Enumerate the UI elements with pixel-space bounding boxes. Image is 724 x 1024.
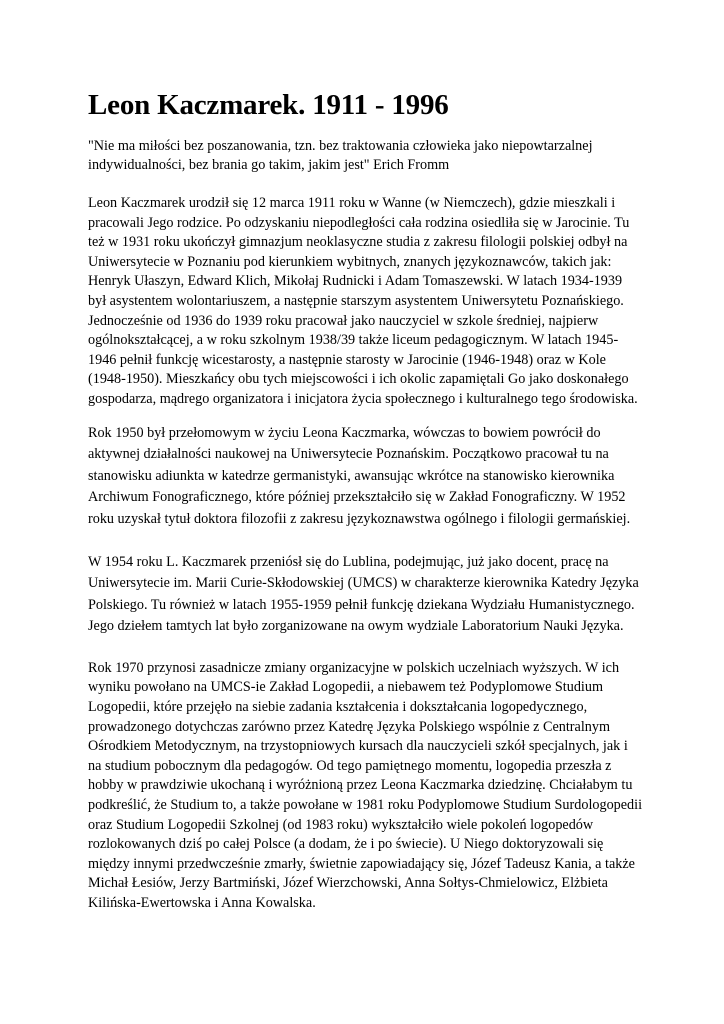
document-title: Leon Kaczmarek. 1911 - 1996 xyxy=(88,89,449,121)
paragraph-biography-early: Leon Kaczmarek urodził się 12 marca 1911 roku w Wanne (w Niemczech), gdzie mieszkali i pracowali Jego rodzice. Po odzyskaniu niepodległości cała rodzina osiedliła się w Jarocinie. Tu też w 1931 roku ukończył gimnazjum neoklasyczne studia z zakresu filologii polskiej odbył na Uniwersytecie w Poznaniu pod kierunkiem wybitnych, znanych językoznawców, takich jak: Henryk Ułaszyn, Edward Klich, Mikołaj Rudnicki i Adam Tomaszewski. W latach 1934-1939 był asystentem wolontariuszem, a następnie starszym asystentem Uniwersytetu Poznańskiego. Jednocześnie od 1936 do 1939 roku pracował jako nauczyciel w szkole średniej, najpierw ogólnokształcącej, a w roku szkolnym 1938/39 także liceum pedagogicznym. W latach 1945-1946 pełnił funkcję wicestarosty, a następnie starosty w Jarocinie (1946-1948) oraz w Kole (1948-1950). Mieszkańcy obu tych miejscowości i ich okolic zapamiętali Go jako doskonałego gospodarza, mądrego organizatora i inicjatora życia społecznego i kulturalnego tego środowiska. xyxy=(88,195,638,407)
paragraph-lublin-1954: W 1954 roku L. Kaczmarek przeniósł się do Lublina, podejmując, już jako docent, pracę na Uniwersytecie im. Marii Curie-Skłodowskiej (UMCS) w charakterze kierownika Katedry Języka Polskiego. Tu również w latach 1955-1959 pełnił funkcję dziekana Wydziału Humanistycznego. Jego dziełem tamtych lat było zorganizowane na owym wydziale Laboratorium Nauki Języka. xyxy=(88,553,639,635)
paragraph-logopedics-1970: Rok 1970 przynosi zasadnicze zmiany organizacyjne w polskich uczelniach wyższych. W ich wyniku powołano na UMCS-ie Zakład Logopedii, a niebawem też Podyplomowe Studium Logopedii, które przejęło na siebie zadania kształcenia i dokształcania logopedycznego, prowadzonego dotychczas zarówno przez Katedrę Języka Polskiego wspólnie z Centralnym Ośrodkiem Metodycznym, na trzystopniowych kursach dla nauczycieli szkół specjalnych, jak i na studium pobocznym dla pedagogów. Od tego pamiętnego momentu, logopedia przeszła z hobby w prawdziwie ukochaną i wyróżnioną przez Leona Kaczmarka dziedzinę. Chciałabym tu podkreślić, że Studium to, a także powołane w 1981 roku Podyplomowe Studium Surdologopedii oraz Studium Logopedii Szkolnej (od 1983 roku) wykształciło wiele pokoleń logopedów rozlokowanych dziś po całej Polsce (a dodam, że i po świecie). U Niego doktoryzowali się między innymi przedwcześnie zmarły, świetnie zapowiadający się, Józef Tadeusz Kania, a także Michał Łesiów, Jerzy Bartmiński, Józef Wierzchowski, Anna Sołtys-Chmielowicz, Elżbieta Kilińska-Ewertowska i Anna Kowalska. xyxy=(88,659,643,911)
paragraph-poznan-1950: Rok 1950 był przełomowym w życiu Leona Kaczmarka, wówczas to bowiem powrócił do aktywnej działalności naukowej na Uniwersytecie Poznańskim. Początkowo pracował tu na stanowisku adiunkta w katedrze germanistyki, awansując wkrótce na stanowisko kierownika Archiwum Fonograficznego, które później przekształciło się w Zakład Fonograficzny. W 1952 roku uzyskał tytuł doktora filozofii z zakresu językoznawstwa ogólnego i filologii germańskiej. xyxy=(88,424,631,527)
document-page xyxy=(88,86,643,914)
epigraph-quote: "Nie ma miłości bez poszanowania, tzn. bez traktowania człowieka jako niepowtarzalnej indywidualności, bez brania go takim, jakim jest" Erich Fromm xyxy=(88,138,593,173)
